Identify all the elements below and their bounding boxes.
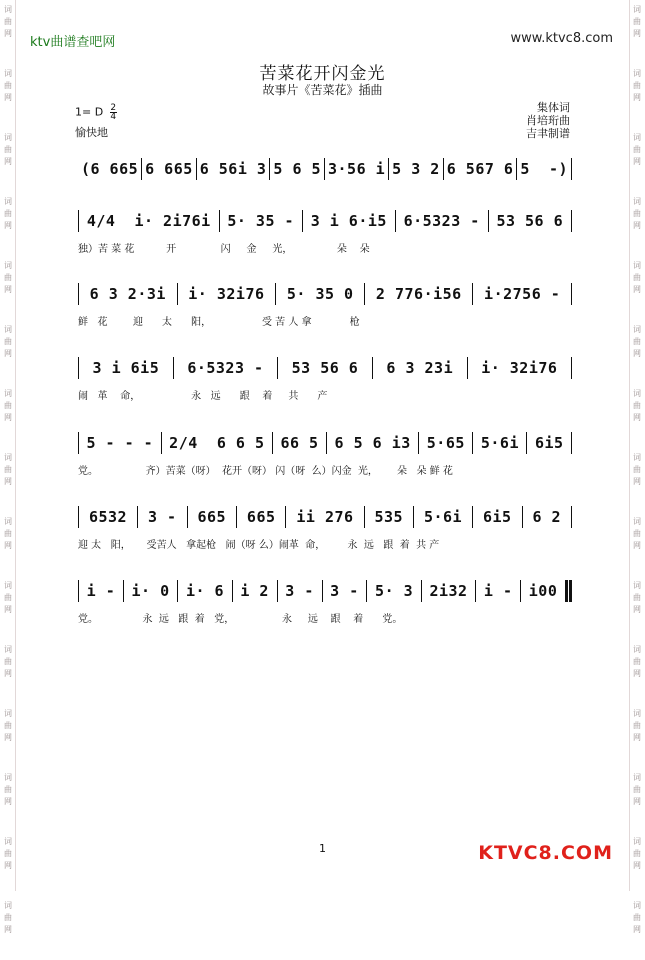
watermark-text: 词曲网	[633, 325, 641, 358]
watermark-text: 词曲网	[633, 645, 641, 678]
measure: 2i32	[429, 582, 468, 600]
measure: 5·65	[426, 434, 465, 452]
measure: 6 567 6	[446, 160, 514, 178]
measure: 665	[246, 508, 276, 526]
note-line	[78, 158, 572, 180]
watermark-text: 词曲网	[633, 261, 641, 294]
note-line	[78, 580, 572, 602]
song-subtitle: 故事片《苦菜花》插曲	[262, 83, 383, 97]
site-name[interactable]: ktv曲谱查吧网	[30, 35, 116, 50]
right-margin-line	[629, 0, 630, 891]
measure: 5 3 2	[392, 160, 440, 178]
watermark-text: 词曲网	[633, 773, 641, 806]
measure: 3 -	[330, 582, 359, 600]
measure: 5 6 5	[273, 160, 322, 178]
barline	[571, 158, 572, 180]
watermark-text: 词曲网	[633, 581, 641, 614]
measure: 5 -)	[520, 160, 569, 178]
site-logo: KTVC8.COM	[478, 842, 613, 864]
watermark-text: 词曲网	[4, 389, 12, 422]
watermark-text: 词曲网	[4, 197, 12, 230]
watermark-text: 词曲网	[4, 261, 12, 294]
site-url[interactable]: www.ktvc8.com	[510, 31, 613, 46]
key-signature	[75, 104, 117, 121]
measure: 3·56 i	[328, 160, 386, 178]
page-number: 1	[319, 842, 326, 855]
watermark-text: 词曲网	[633, 69, 641, 102]
measure: 6 3 23i	[386, 359, 454, 377]
measure: i· 0	[131, 582, 170, 600]
measure: 5·6i	[423, 508, 463, 526]
lyric-line: 闹 革 命， 永 远 跟 着 共 产	[78, 391, 328, 402]
watermark-text: 词曲网	[4, 581, 12, 614]
measure: 66 5	[280, 434, 319, 452]
measure: 6·5323 -	[187, 359, 264, 377]
note-line	[78, 432, 572, 454]
measure: i· 6	[185, 582, 225, 600]
watermark-text: 词曲网	[633, 901, 641, 934]
time-sig-top: 2	[110, 103, 117, 113]
measure: i·2756 -	[484, 285, 561, 303]
watermark-text: 词曲网	[4, 901, 12, 934]
left-margin-line	[15, 0, 16, 891]
measure: i· 32i76	[188, 285, 265, 303]
lyric-line: 党。 齐）苦菜（呀） 花开（呀） 闪（呀 么）闪金 光， 朵 朵 鲜 花	[78, 466, 453, 477]
watermark-text: 词曲网	[633, 5, 641, 38]
watermark-text: 词曲网	[633, 709, 641, 742]
measure: 5· 3	[375, 582, 414, 600]
measure: 5·6i	[480, 434, 519, 452]
measure: 5· 35 0	[286, 285, 354, 303]
barline	[571, 210, 572, 232]
watermark-text: 词曲网	[633, 837, 641, 870]
tempo-marking: 愉快地	[75, 126, 108, 139]
lyric-line: 鲜 花 迎 太 阳， 受 苦 人 拿 枪	[78, 317, 360, 328]
measure: 6532	[88, 508, 128, 526]
credit-lyricist: 集体词	[537, 101, 570, 114]
watermark-text: 词曲网	[4, 645, 12, 678]
lyric-line: 迎 太 阳， 受苦人 拿起枪 闹（呀 么）闹革 命， 永 远 跟 着 共 产	[78, 540, 440, 551]
measure: 5 - - -	[86, 434, 154, 452]
time-signature	[110, 104, 117, 121]
measure: i 2	[240, 582, 269, 600]
time-sig-bottom: 4	[110, 112, 117, 122]
measure: (6 665	[80, 160, 139, 178]
measure: 6i5	[482, 508, 512, 526]
measure: 3 -	[285, 582, 314, 600]
watermark-text: 词曲网	[4, 709, 12, 742]
measure: ii 276	[296, 508, 354, 526]
watermark-text: 词曲网	[4, 453, 12, 486]
measure: 3 -	[147, 508, 177, 526]
key-label: 1= D	[75, 105, 104, 119]
measure: i00	[528, 582, 558, 600]
measure: i -	[483, 582, 513, 600]
lyric-line: 党。 永 远 跟 着 党， 永 远 跟 着 党。	[78, 614, 403, 625]
watermark-text: 词曲网	[633, 133, 641, 166]
right-watermark-strip	[631, 0, 643, 934]
watermark-text: 词曲网	[4, 133, 12, 166]
note-line	[78, 506, 572, 528]
watermark-text: 词曲网	[633, 517, 641, 550]
measure: 3 i 6·i5	[310, 212, 387, 230]
watermark-text: 词曲网	[4, 837, 12, 870]
watermark-text: 词曲网	[633, 197, 641, 230]
measure: 6 2	[532, 508, 562, 526]
measure: i· 32i76	[481, 359, 558, 377]
credit-composer: 肖培珩曲	[526, 114, 570, 127]
measure: 3 i 6i5	[92, 359, 160, 377]
watermark-text: 词曲网	[633, 389, 641, 422]
watermark-text: 词曲网	[633, 453, 641, 486]
song-title: 苦菜花开闪金光	[259, 64, 386, 84]
note-line	[78, 210, 572, 232]
measure: 6·5323 -	[403, 212, 480, 230]
measure: 6 56i 3	[199, 160, 267, 178]
watermark-text: 词曲网	[4, 325, 12, 358]
measure: 535	[374, 508, 404, 526]
measure: 5· 35 -	[227, 212, 295, 230]
measure: 6 665	[145, 160, 193, 178]
watermark-text: 词曲网	[4, 5, 12, 38]
measure: 53 56 6	[496, 212, 564, 230]
measure: i -	[86, 582, 116, 600]
barline	[571, 506, 572, 528]
measure: 53 56 6	[291, 359, 359, 377]
measure: 4/4 i· 2i76i	[86, 212, 211, 230]
lyric-line: 独）苦 菜 花 开 闪 金 光， 朵 朵	[78, 244, 370, 255]
measure: 665	[197, 508, 227, 526]
barline	[571, 357, 572, 379]
measure: 6 3 2·3i	[89, 285, 166, 303]
barline	[571, 432, 572, 454]
final-barline	[569, 580, 572, 602]
note-line	[78, 357, 572, 379]
measure: 2 776·i56	[375, 285, 462, 303]
barline	[571, 283, 572, 305]
left-watermark-strip	[2, 0, 14, 934]
watermark-text: 词曲网	[4, 69, 12, 102]
measure: 6i5	[534, 434, 564, 452]
watermark-text: 词曲网	[4, 517, 12, 550]
measure: 2/4 6 6 5	[169, 434, 265, 452]
note-line	[78, 283, 572, 305]
measure: 6 5 6 i3	[334, 434, 411, 452]
watermark-text: 词曲网	[4, 773, 12, 806]
credit-transcriber: 吉聿制谱	[526, 127, 570, 140]
